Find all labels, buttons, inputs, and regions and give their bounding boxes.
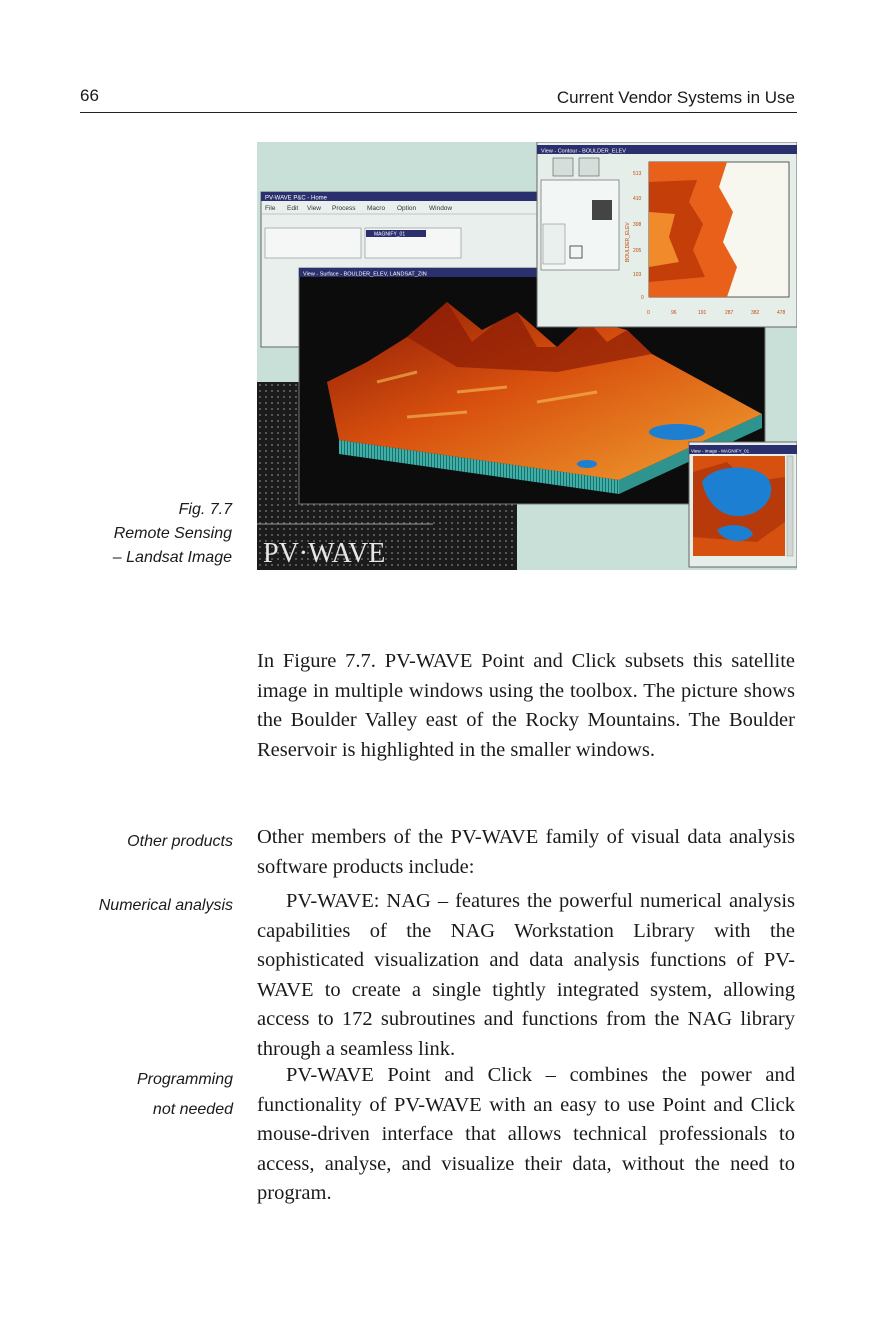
contour-y-tick: 410 xyxy=(633,196,642,202)
main-window-title: PV-WAVE P&C - Home xyxy=(265,195,328,202)
tool-zoom[interactable] xyxy=(592,200,612,220)
logo-text: PV·WAVE xyxy=(263,538,386,569)
contour-x-tick: 382 xyxy=(751,310,760,316)
image-scrollbar[interactable] xyxy=(787,456,793,556)
variable-list-left[interactable] xyxy=(265,228,361,258)
image-window-title: View - Image - MAGNIFY_01 xyxy=(691,448,750,454)
contour-y-tick: 513 xyxy=(633,171,642,177)
contour-x-tick: 0 xyxy=(647,310,650,316)
tool-button-2[interactable] xyxy=(579,158,599,176)
margin-note-programming-line-1: Programming xyxy=(136,1071,233,1088)
header-rule xyxy=(80,112,797,113)
reservoir-on-surface xyxy=(649,424,705,440)
page-number: 66 xyxy=(80,86,99,105)
menu-file[interactable]: File xyxy=(265,205,276,212)
surface-window-title: View - Surface - BOULDER_ELEV, LANDSAT_ZIN xyxy=(303,271,427,278)
figure-caption xyxy=(60,498,232,570)
figure-screenshot xyxy=(257,142,797,570)
contour-axis-label: BOULDER_ELEV xyxy=(625,222,631,262)
caption-figure-number: Fig. 7.7 xyxy=(178,501,232,518)
contour-window[interactable] xyxy=(537,142,797,327)
contour-x-tick: 478 xyxy=(777,310,786,316)
caption-subtitle: – Landsat Image xyxy=(112,549,232,566)
image-window[interactable] xyxy=(689,442,797,567)
contour-y-tick: 0 xyxy=(641,295,644,301)
contour-y-tick: 103 xyxy=(633,272,642,278)
paragraph-point-and-click: PV-WAVE Point and Click – combines the power and functionality of PV-WAVE with an easy to use Point and Click mouse-driven interface that allows technical professionals to access, analyse, and visualize their data, without the need to program. xyxy=(257,1064,795,1204)
contour-y-tick: 308 xyxy=(633,222,642,228)
paragraph-nag: PV-WAVE: NAG – features the powerful numerical analysis capabilities of the NAG Workstation Library with the sophisticated visualization and data analysis functions of PV-WAVE to create a single tightly integrated system, allowing access to 172 subroutines and functions from the NAG library through a seamless link. xyxy=(257,890,795,1060)
margin-note-numerical-analysis: Numerical analysis xyxy=(98,897,233,914)
margin-note-programming-line-2: not needed xyxy=(152,1100,233,1118)
margin-note-other-products: Other products xyxy=(127,833,233,850)
intro-paragraph: In Figure 7.7. PV-WAVE Point and Click subsets this satellite image in multiple windows using the toolbox. The picture shows the Boulder Valley east of the Rocky Mountains. The Boulder Reservoir is highlighted in the smaller windows. xyxy=(257,650,795,761)
menu-window[interactable]: Window xyxy=(429,205,453,212)
menu-option[interactable]: Option xyxy=(397,205,417,212)
contour-window-title: View - Contour - BOULDER_ELEV xyxy=(541,148,626,155)
list-item-magnify[interactable]: MAGNIFY_01 xyxy=(374,231,406,238)
menu-view[interactable]: View xyxy=(307,205,321,212)
menu-macro[interactable]: Macro xyxy=(367,205,386,212)
caption-title: Remote Sensing xyxy=(113,525,232,542)
paragraph-other-products: Other members of the PV-WAVE family of visual data analysis software products include: xyxy=(257,826,795,878)
contour-x-tick: 96 xyxy=(671,310,677,316)
contour-x-tick: 287 xyxy=(725,310,734,316)
menu-edit[interactable]: Edit xyxy=(287,205,299,212)
menu-process[interactable]: Process xyxy=(332,205,356,212)
margin-note-programming xyxy=(137,1065,233,1124)
tool-text[interactable] xyxy=(543,224,565,264)
contour-x-tick: 191 xyxy=(698,310,707,316)
tool-button-1[interactable] xyxy=(553,158,573,176)
contour-plot xyxy=(625,162,789,316)
running-head: Current Vendor Systems in Use xyxy=(556,88,795,107)
contour-y-tick: 205 xyxy=(633,248,642,254)
